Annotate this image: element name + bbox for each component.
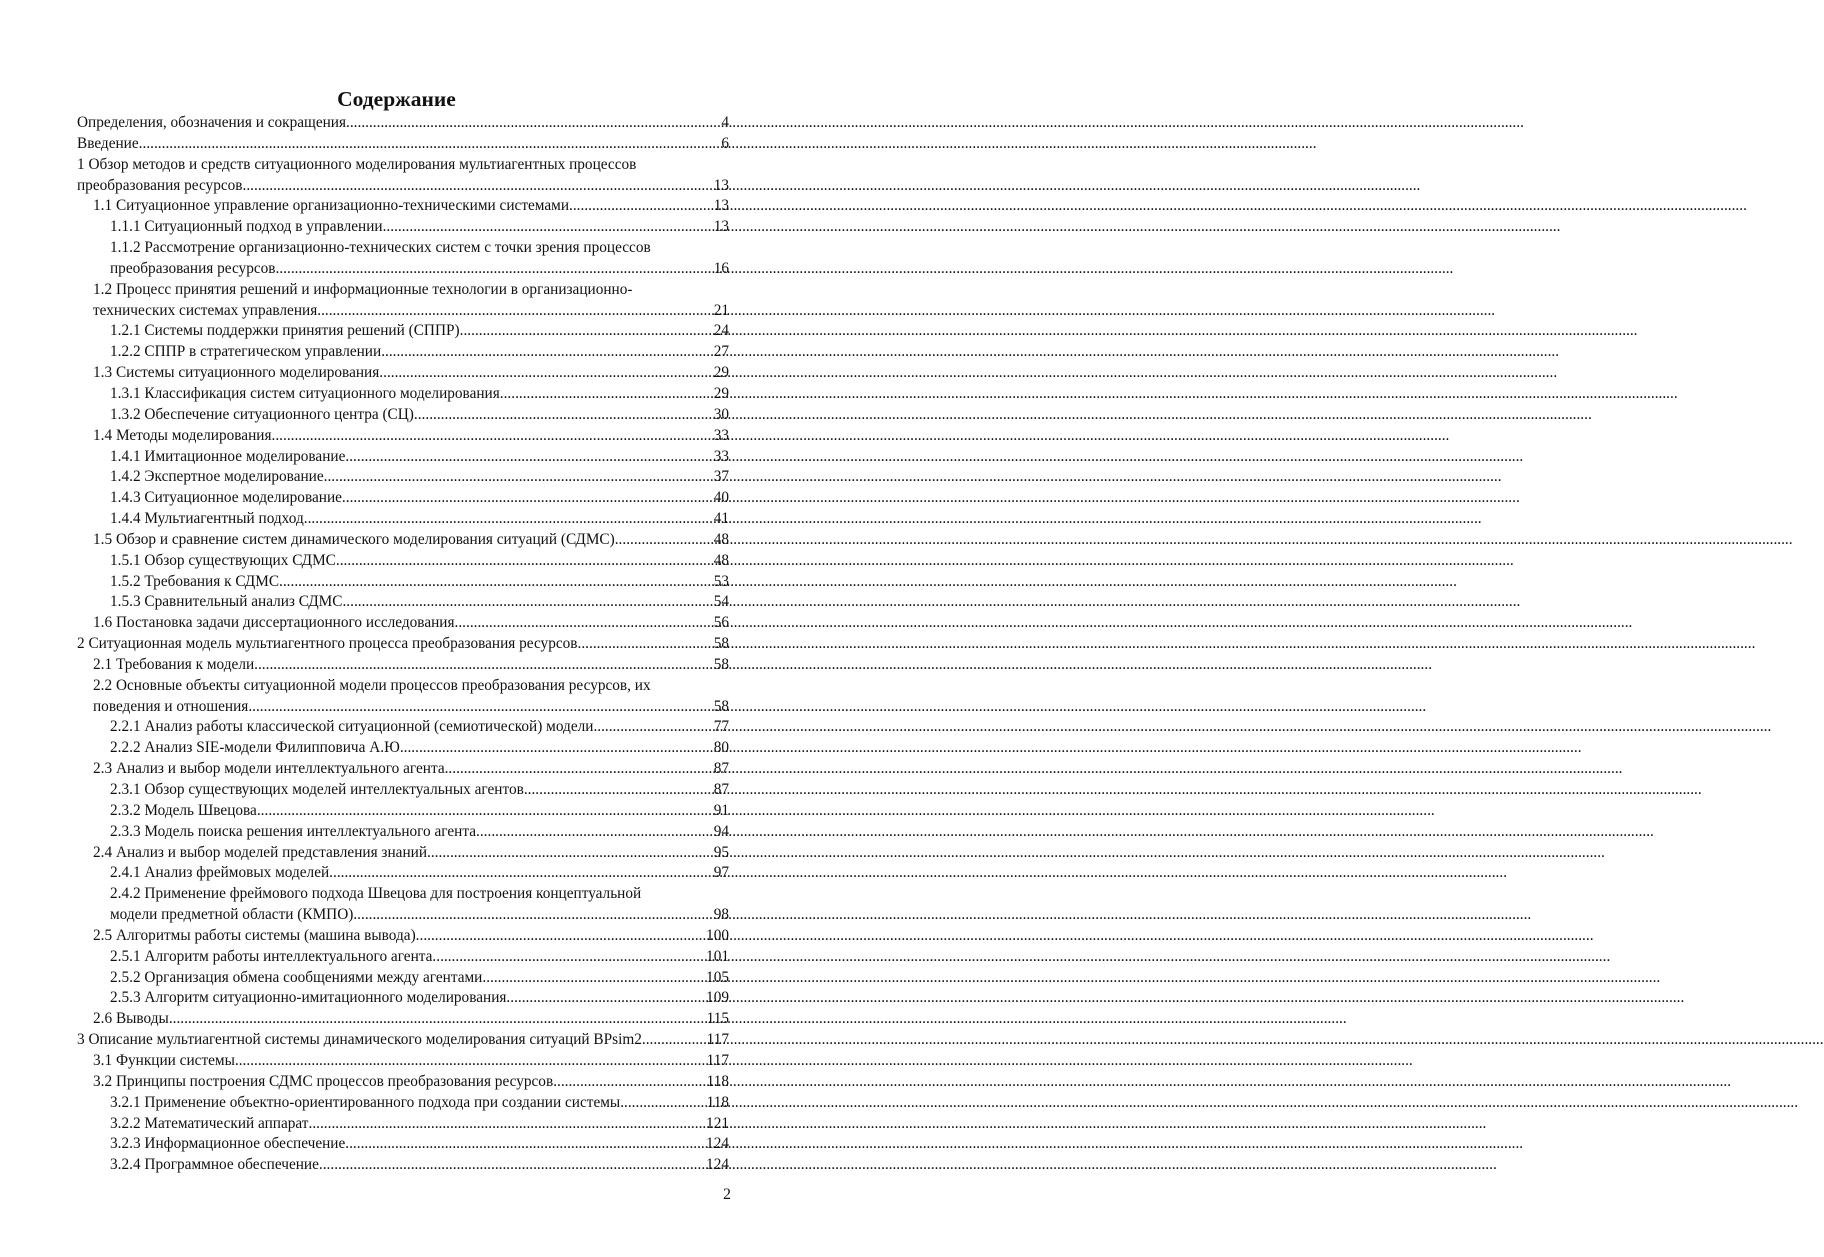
- toc-entry[interactable]: [77, 863, 729, 884]
- toc-entry-title: Определения, обозначения и сокращения: [77, 114, 347, 131]
- dot-leader: [427, 843, 714, 864]
- toc-entry[interactable]: [77, 780, 729, 801]
- toc-entry[interactable]: [77, 1072, 729, 1093]
- toc-entry-title: 1.2.2 СППР в стратегическом управлении: [110, 343, 382, 361]
- dot-leader: [257, 801, 714, 822]
- toc-entry-title: 2.3 Анализ и выбор модели интеллектуального агента: [93, 760, 445, 778]
- toc-entry[interactable]: [77, 301, 729, 322]
- toc-entry-page: 101: [706, 947, 729, 965]
- dot-leader: [319, 1155, 706, 1176]
- dot-leader: [569, 196, 714, 217]
- table-of-contents: [77, 113, 729, 1176]
- dot-leader: [414, 405, 714, 426]
- dot-leader: [254, 655, 714, 676]
- toc-entry[interactable]: [77, 551, 729, 572]
- toc-entry[interactable]: [77, 822, 729, 843]
- toc-entry-title: 2.5.1 Алгоритм работы интеллектуального агента: [110, 947, 433, 965]
- toc-entry-title: 1.4.3 Ситуационное моделирование: [110, 489, 342, 507]
- toc-entry-title: 1.4.1 Имитационное моделирование: [110, 447, 346, 465]
- toc-entry-page: 40: [713, 489, 729, 507]
- toc-entry-title: 1.5.1 Обзор существующих СДМС: [110, 551, 336, 569]
- toc-entry-page: 41: [713, 510, 729, 528]
- toc-entry[interactable]: [77, 634, 729, 655]
- toc-entry[interactable]: [77, 1134, 729, 1155]
- toc-entry-title: 3.2.3 Информационное обеспечение: [110, 1135, 346, 1153]
- toc-entry-page: 29: [713, 384, 729, 402]
- dot-leader: [248, 697, 713, 718]
- dot-leader: [620, 1093, 706, 1114]
- toc-entry-page: 13: [713, 197, 729, 215]
- dot-leader: [445, 759, 714, 780]
- toc-entry[interactable]: [77, 717, 729, 738]
- toc-entry[interactable]: [77, 1009, 729, 1030]
- toc-entry-title: 1.3.1 Классификация систем ситуационного моделирования: [110, 384, 500, 402]
- toc-entry-title: преобразования ресурсов: [77, 176, 243, 194]
- document-page: [0, 0, 793, 1257]
- dot-leader: [304, 509, 714, 530]
- dot-leader: [379, 363, 713, 384]
- toc-entry-title: 1.5.3 Сравнительный анализ СДМС: [110, 593, 343, 611]
- toc-entry[interactable]: [77, 572, 729, 593]
- dot-leader: [309, 1114, 707, 1135]
- toc-entry-page: 13: [713, 176, 729, 194]
- toc-entry-page: 118: [706, 1072, 729, 1090]
- dot-leader: [324, 467, 714, 488]
- dot-leader: [243, 176, 714, 197]
- toc-entry[interactable]: [77, 530, 729, 551]
- toc-entry-first-line: 2.2 Основные объекты ситуационной модели процессов преобразования ресурсов, их: [93, 676, 651, 694]
- toc-entry-title: 2.3.3 Модель поиска решения интеллектуального агента: [110, 822, 477, 840]
- dot-leader: [476, 822, 714, 843]
- toc-entry-title: 3.2.2 Математический аппарат: [110, 1114, 309, 1132]
- toc-entry-title: Введение: [77, 134, 139, 152]
- dot-leader: [336, 551, 714, 572]
- toc-entry[interactable]: [77, 988, 729, 1009]
- toc-entry[interactable]: [77, 905, 729, 926]
- toc-entry[interactable]: [77, 405, 729, 426]
- toc-entry-title: 1.6 Постановка задачи диссертационного исследования: [93, 614, 455, 632]
- toc-entry-title: 2.1 Требования к модели: [93, 655, 255, 673]
- toc-entry-page: 29: [713, 364, 729, 382]
- toc-entry-page: 117: [706, 1031, 729, 1049]
- toc-entry[interactable]: [77, 259, 729, 280]
- toc-entry[interactable]: [77, 1051, 729, 1072]
- toc-entry-title: 3 Описание мультиагентной системы динамического моделирования ситуаций BPsim2.: [77, 1031, 646, 1049]
- toc-entry-page: 53: [713, 572, 729, 590]
- toc-entry[interactable]: [77, 342, 729, 363]
- dot-leader: [139, 134, 722, 155]
- toc-entry-title: 2.2.1 Анализ работы классической ситуационной (семиотической) модели: [110, 718, 594, 736]
- dot-leader: [353, 905, 713, 926]
- toc-entry-title: 1.4.2 Экспертное моделирование: [110, 468, 324, 486]
- dot-leader: [524, 780, 714, 801]
- toc-entry[interactable]: [77, 384, 729, 405]
- toc-entry-title: 1.1 Ситуационное управление организационно-техническими системами: [93, 197, 570, 215]
- toc-entry-title: 1.3.2 Обеспечение ситуационного центра (СЦ): [110, 405, 414, 423]
- dot-leader: [593, 717, 713, 738]
- toc-entry[interactable]: [77, 613, 729, 634]
- dot-leader: [432, 947, 706, 968]
- dot-leader: [342, 592, 713, 613]
- dot-leader: [460, 321, 714, 342]
- toc-entry-title: 2.3.2 Модель Швецова: [110, 801, 257, 819]
- toc-entry-title: модели предметной области (КМПО): [110, 906, 354, 924]
- toc-entry-page: 30: [713, 405, 729, 423]
- toc-entry-page: 4: [721, 114, 729, 131]
- toc-entry-page: 13: [713, 218, 729, 236]
- dot-leader: [455, 613, 714, 634]
- toc-entry[interactable]: [77, 697, 729, 718]
- toc-entry-first-line: 2.4.2 Применение фреймового подхода Швецова для построения концептуальной: [110, 885, 642, 903]
- dot-leader: [404, 738, 714, 759]
- toc-entry-title: 2.2.2 Анализ SIE-модели Филипповича А.Ю.: [110, 739, 404, 757]
- toc-entry-title: 1.5 Обзор и сравнение систем динамического моделирования ситуаций (СДМС): [93, 530, 615, 548]
- toc-entry-title: технических системах управления: [93, 301, 318, 319]
- toc-entry-page: 24: [713, 322, 729, 340]
- toc-entry-title: 1.1.1 Ситуационный подход в управлении: [110, 218, 383, 236]
- toc-entry-title: 2.5 Алгоритмы работы системы (машина вывода): [93, 926, 416, 944]
- toc-entry[interactable]: [77, 1114, 729, 1135]
- toc-entry[interactable]: [77, 113, 729, 134]
- toc-entry-page: 37: [713, 468, 729, 486]
- toc-entry[interactable]: [77, 467, 729, 488]
- toc-entry-page: 54: [713, 593, 729, 611]
- toc-entry-title: 1.5.2 Требования к СДМС: [110, 572, 280, 590]
- toc-entry[interactable]: [77, 134, 729, 155]
- toc-entry-page: 33: [713, 426, 729, 444]
- toc-entry[interactable]: [77, 801, 729, 822]
- toc-entry-page: 56: [713, 614, 729, 632]
- toc-entry-page: 118: [706, 1093, 729, 1111]
- dot-leader: [169, 1009, 707, 1030]
- toc-entry[interactable]: [77, 196, 729, 217]
- toc-entry-page: 121: [706, 1114, 729, 1132]
- toc-entry-title: преобразования ресурсов: [110, 259, 276, 277]
- toc-entry-page: 94: [713, 822, 729, 840]
- toc-entry-page: 100: [706, 926, 729, 944]
- toc-entry-title: 2.5.2 Организация обмена сообщениями между агентами: [110, 968, 483, 986]
- toc-entry[interactable]: [77, 1155, 729, 1176]
- toc-entry-page: 91: [713, 801, 729, 819]
- toc-entry-page: 48: [713, 551, 729, 569]
- toc-entry-page: 58: [713, 697, 729, 715]
- toc-entry-page: 105: [706, 968, 729, 986]
- dot-leader: [317, 301, 713, 322]
- toc-entry[interactable]: [77, 426, 729, 447]
- toc-entry-title: 1.2.1 Системы поддержки принятия решений (СППР): [110, 322, 460, 340]
- toc-entry-page: 33: [713, 447, 729, 465]
- toc-entry[interactable]: [77, 509, 729, 530]
- dot-leader: [615, 530, 714, 551]
- toc-entry-page: 115: [706, 1010, 729, 1028]
- toc-entry-title: 3.2.4 Программное обеспечение: [110, 1156, 319, 1174]
- toc-entry-page: 27: [713, 343, 729, 361]
- toc-entry[interactable]: [77, 655, 729, 676]
- toc-entry[interactable]: [77, 363, 729, 384]
- toc-entry[interactable]: [77, 1030, 729, 1051]
- toc-entry-first-line: 1.1.2 Рассмотрение организационно-технических систем с точки зрения процессов: [110, 239, 651, 257]
- dot-leader: [381, 342, 714, 363]
- dot-leader: [342, 488, 714, 509]
- toc-entry[interactable]: [77, 488, 729, 509]
- dot-leader: [553, 1072, 706, 1093]
- toc-entry[interactable]: [77, 321, 729, 342]
- page-title: Содержание: [337, 87, 456, 111]
- toc-entry[interactable]: [77, 176, 729, 197]
- toc-entry-title: 3.2 Принципы построения СДМС процессов преобразования ресурсов: [93, 1072, 554, 1090]
- dot-leader: [646, 1030, 707, 1051]
- dot-leader: [276, 259, 714, 280]
- toc-entry[interactable]: [77, 592, 729, 613]
- toc-entry-page: 97: [713, 864, 729, 882]
- toc-entry-page: 6: [721, 134, 729, 152]
- toc-entry[interactable]: [77, 843, 729, 864]
- dot-leader: [345, 447, 713, 468]
- toc-entry-page: 16: [713, 259, 729, 277]
- toc-entry-title: 1.4 Методы моделирования: [93, 426, 272, 444]
- toc-entry-page: 124: [706, 1156, 729, 1174]
- dot-leader: [272, 426, 714, 447]
- toc-entry[interactable]: [77, 217, 729, 238]
- toc-entry-page: 80: [713, 739, 729, 757]
- dot-leader: [279, 572, 714, 593]
- toc-entry-page: 87: [713, 781, 729, 798]
- dot-leader: [506, 988, 706, 1009]
- dot-leader: [416, 926, 706, 947]
- toc-entry-page: 21: [713, 301, 729, 319]
- dot-leader: [235, 1051, 707, 1072]
- toc-entry-page: 48: [713, 530, 729, 548]
- dot-leader: [346, 113, 721, 134]
- toc-entry-page: 124: [706, 1135, 729, 1153]
- toc-entry[interactable]: [77, 947, 729, 968]
- toc-entry[interactable]: [77, 1093, 729, 1114]
- toc-entry-page: 87: [713, 760, 729, 778]
- toc-entry-first-line: 1.2 Процесс принятия решений и информационные технологии в организационно-: [93, 280, 633, 298]
- dot-leader: [500, 384, 714, 405]
- dot-leader: [329, 863, 714, 884]
- toc-entry[interactable]: [77, 759, 729, 780]
- toc-entry[interactable]: [77, 926, 729, 947]
- page-number: 2: [723, 1186, 731, 1203]
- toc-entry[interactable]: [77, 738, 729, 759]
- toc-entry-title: 1.4.4 Мультиагентный подход: [110, 510, 304, 528]
- toc-entry-title: 2 Ситуационная модель мультиагентного процесса преобразования ресурсов: [77, 635, 578, 653]
- toc-entry-page: 77: [713, 718, 729, 736]
- toc-entry-page: 95: [713, 843, 729, 861]
- toc-entry-first-line: 1 Обзор методов и средств ситуационного моделирования мультиагентных процессов: [77, 155, 637, 173]
- dot-leader: [578, 634, 714, 655]
- dot-leader: [383, 217, 714, 238]
- toc-entry-title: 1.3 Системы ситуационного моделирования: [93, 364, 380, 382]
- toc-entry[interactable]: [77, 968, 729, 989]
- toc-entry-page: 98: [713, 906, 729, 924]
- dot-leader: [482, 968, 706, 989]
- toc-entry-title: поведения и отношения: [93, 697, 249, 715]
- toc-entry-page: 117: [706, 1051, 729, 1069]
- toc-entry-title: 2.4.1 Анализ фреймовых моделей: [110, 864, 330, 882]
- toc-entry-page: 58: [713, 655, 729, 673]
- toc-entry-page: 109: [706, 989, 729, 1007]
- toc-entry[interactable]: [77, 447, 729, 468]
- toc-entry-title: 2.3.1 Обзор существующих моделей интеллектуальных агентов: [110, 781, 524, 798]
- toc-entry-title: 2.4 Анализ и выбор моделей представления знаний: [93, 843, 428, 861]
- dot-leader: [345, 1134, 706, 1155]
- toc-entry-title: 3.2.1 Применение объектно-ориентированного подхода при создании системы: [110, 1093, 621, 1111]
- toc-entry-title: 3.1 Функции системы: [93, 1051, 235, 1069]
- toc-entry-title: 2.6 Выводы: [93, 1010, 169, 1028]
- toc-entry-page: 58: [713, 635, 729, 653]
- toc-entry-title: 2.5.3 Алгоритм ситуационно-имитационного моделирования: [110, 989, 507, 1007]
